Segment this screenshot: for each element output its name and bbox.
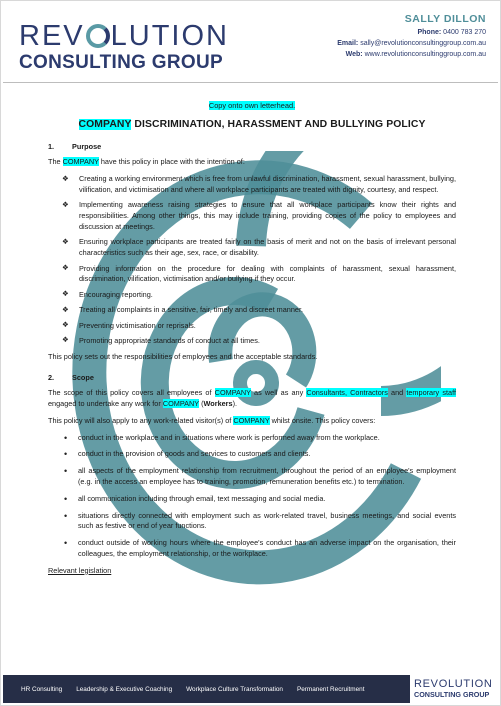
- list-item: ❖ Ensuring workplace participants are treated fairly on the basis of merit and not on the basis of irrelevant personal characteristics such as their age, sex, race, or disability.: [62, 237, 456, 259]
- footer-logo-bottom: CONSULTING GROUP: [414, 690, 490, 699]
- email-link[interactable]: sally@revolutionconsultinggroup.com.au: [360, 40, 486, 47]
- letterhead-note: Copy onto own letterhead.: [208, 101, 296, 110]
- policy-title: COMPANY DISCRIMINATION, HARASSMENT AND BULLYING POLICY: [78, 118, 426, 130]
- company-logo: [19, 21, 229, 74]
- footer-logo-top: REVOLUTION: [414, 678, 493, 690]
- header-divider: [3, 82, 498, 83]
- list-item: • conduct in the provision of goods and services to customers and clients.: [64, 449, 456, 460]
- logo-text-end: LUTION: [110, 20, 229, 52]
- list-item: ❖ Encouraging reporting.: [62, 290, 456, 301]
- list-item: ❖ Creating a working environment which is free from unlawful discrimination, harassment, sexual harassment, bullying, vilification, and victimisation and where all workplace participants are treated with dignity, courtesy, and respect.: [62, 174, 456, 196]
- list-item: • all aspects of the employment relationship from recruitment, throughout the period of an employee's employment (e.g. in the access an employee has to training, promotion, remuneration benefits etc.) to termination.: [64, 466, 456, 488]
- list-item: ❖ Promoting appropriate standards of conduct at all times.: [62, 336, 456, 347]
- phone-label: Phone:: [417, 29, 442, 36]
- document-body: [48, 101, 456, 577]
- list-item: ❖ Providing information on the procedure for dealing with complaints of harassment, sexual harassment, discrimination, vilification, victimisation and/or bullying if they occur.: [62, 264, 456, 286]
- list-item: • conduct outside of working hours where the employee's conduct has an adverse impact on the organisation, their colleagues, the employment relationship, or the workplace.: [64, 538, 456, 560]
- list-item: ❖ Implementing awareness raising strategies to ensure that all workplace participants know their rights and responsibilities. Among other things, this may include training, providing copies of the policy to employees and discussion at meetings.: [62, 200, 456, 232]
- section-heading-purpose: 1. Purpose: [48, 141, 102, 151]
- section-heading-scope: 2. Scope: [48, 372, 94, 382]
- web-link[interactable]: www.revolutionconsultinggroup.com.au: [364, 51, 486, 58]
- list-item: ❖ Preventing victimisation or reprisals.: [62, 321, 456, 332]
- purpose-intro: The COMPANY have this policy in place with the intention of:: [48, 157, 245, 167]
- logo-subtitle: CONSULTING GROUP: [19, 52, 223, 73]
- footer-service-item: Workplace Culture Transformation: [186, 685, 283, 693]
- footer-logo: [410, 675, 498, 703]
- logo-ring-icon: [86, 24, 110, 48]
- footer-bar: [3, 675, 498, 703]
- list-item: • all communication including through email, text messaging and social media.: [64, 494, 456, 505]
- email-label: Email:: [337, 40, 359, 47]
- list-item: • situations directly connected with employment such as work-related travel, business meetings, and social events such as festive or end of year functions.: [64, 511, 456, 533]
- footer-service-item: HR Consulting: [21, 685, 63, 693]
- list-item: • conduct in the workplace and in situations where work is performed away from the workplace.: [64, 433, 456, 444]
- relevant-legislation-link[interactable]: Relevant legislation: [48, 565, 112, 575]
- contact-name: SALLY DILLON: [404, 13, 486, 25]
- scope-list: [64, 433, 456, 560]
- purpose-list: [62, 174, 456, 347]
- purpose-closing: This policy sets out the responsibilities of employees and the acceptable standards.: [48, 351, 318, 361]
- phone-value: 0400 783 270: [443, 29, 486, 36]
- scope-paragraph: The scope of this policy covers all employees of COMPANY as well as any Consultants, Contractors and temporary staff engaged to undertake any work for COMPANY (Workers).: [48, 388, 456, 409]
- footer-service-item: Leadership & Executive Coaching: [76, 685, 173, 693]
- scope-visitors: This policy will also apply to any work-related visitor(s) of COMPANY whilst onsite. This policy covers:: [48, 415, 376, 425]
- footer-services: [3, 686, 410, 693]
- list-item: ❖ Treating all complaints in a sensitive, fair, timely and discreet manner.: [62, 305, 456, 316]
- contact-block: [337, 12, 486, 60]
- web-label: Web:: [345, 51, 363, 58]
- footer-service-item: Permanent Recruitment: [296, 685, 365, 693]
- logo-text-start: REV: [19, 20, 85, 52]
